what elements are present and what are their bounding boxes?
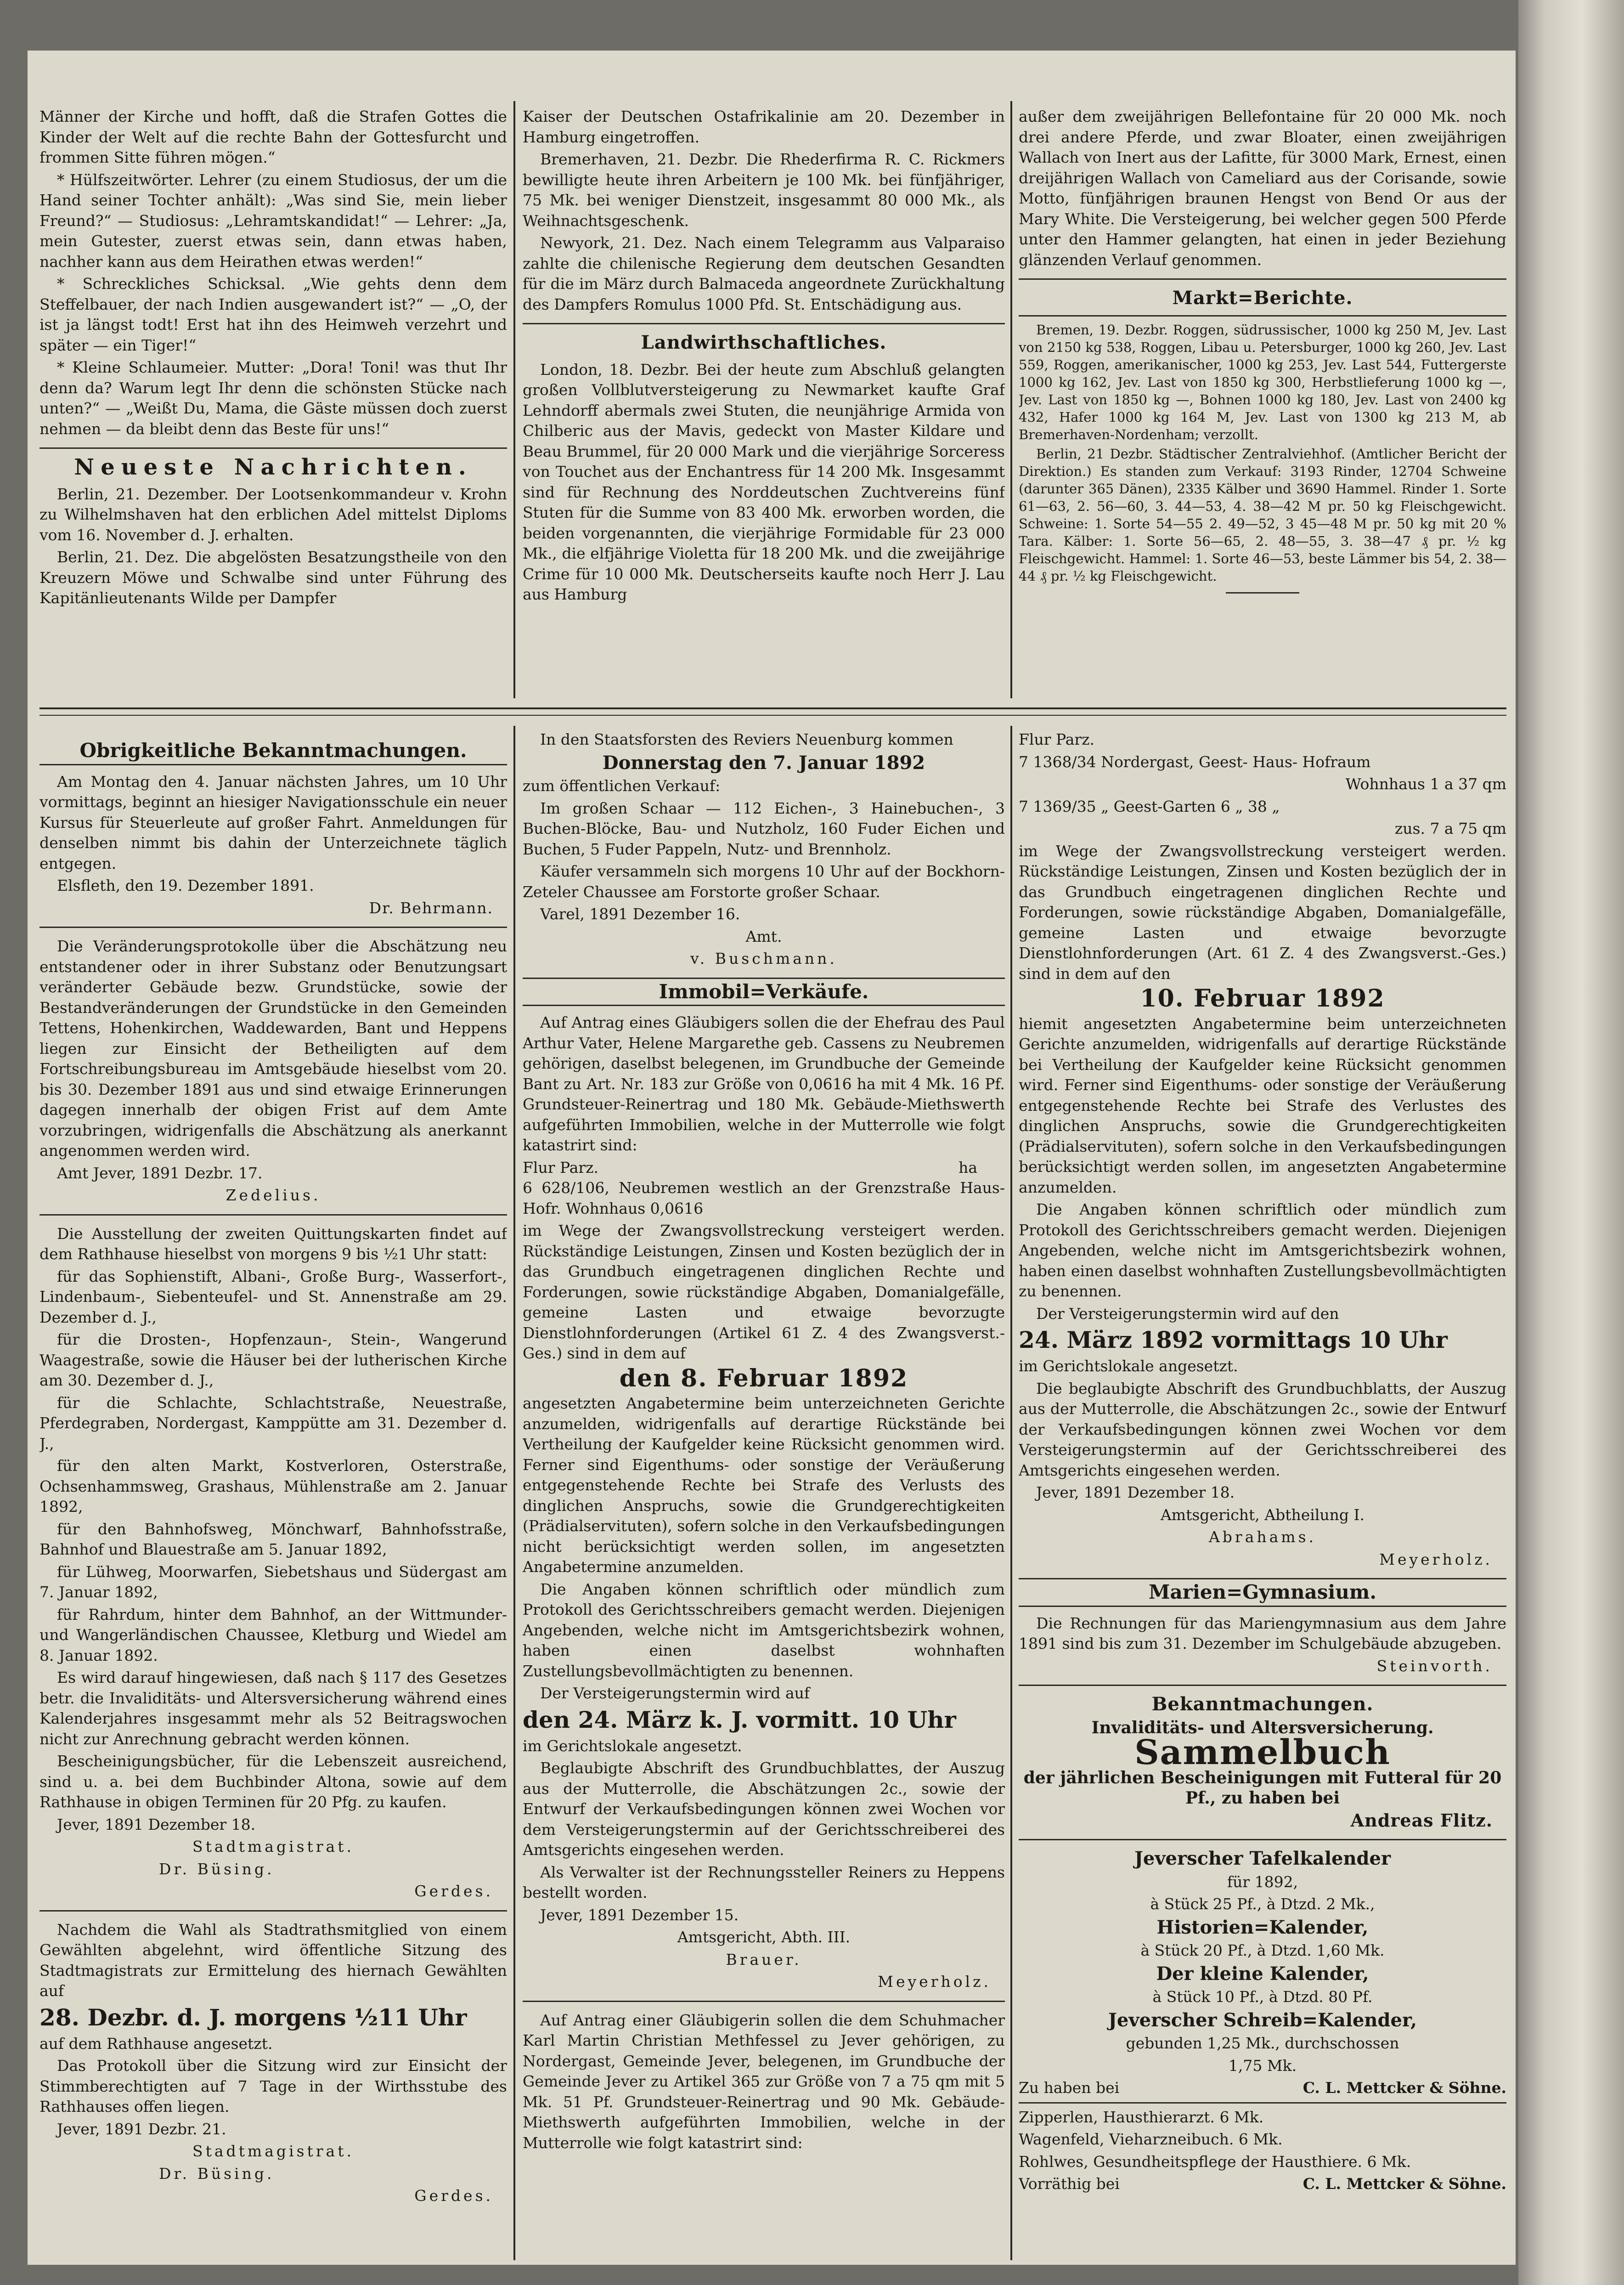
- schedule-item: für das Sophienstift, Albani-, Große Burg-, Wasserfort-, Lindenbaum-, Siebenteufel- und St. Annenstraße am 29. Dezember d. J.,: [39, 1267, 507, 1326]
- divider: [39, 927, 507, 928]
- calendar-price: à Stück 25 Pf., à Dtzd. 2 Mk.,: [1150, 1895, 1375, 1913]
- column-rule: [1010, 726, 1012, 2260]
- cadastre-row: 6 628/106, Neubremen westlich an der Grenzstraße Haus-Hofr. Wohnhaus 0,0616: [523, 1179, 1005, 1217]
- newspaper-page: [28, 51, 1516, 2265]
- ads-heading: Bekanntmachungen.: [1151, 1693, 1374, 1715]
- calendar-price: 1,75 Mk.: [1228, 2056, 1297, 2075]
- calendar-title: Jeverscher Tafelkalender: [1134, 1848, 1391, 1869]
- auction-text: Der Versteigerungstermin wird auf den: [1036, 1304, 1339, 1323]
- notice-date: Jever, 1891 Dezember 15.: [540, 1906, 739, 1924]
- official-notices-heading: Obrigkeitliche Bekanntmachungen.: [39, 738, 507, 765]
- article-text: * Hülfszeitwörter. Lehrer (zu einem Studiosus, der um die Hand seiner Tochter anhält): „Was sind Sie, mein lieber Freund?“ — Studiosus: „Lehramtskandidat!“ — Lehrer: „Ja, mein Gutester, zuerst etwas sein, dann etwas haben, nachher kann aus dem Heirathen etwas werden!“: [39, 170, 507, 271]
- calendar-title: Jeverscher Schreib=Kalender,: [1108, 2009, 1417, 2031]
- news-heading: Neueste Nachrichten.: [74, 454, 473, 480]
- section-divider-thin: [39, 715, 1506, 716]
- auction-text: im Gerichtslokale angesetzt.: [1019, 1357, 1238, 1375]
- notice-text: Es wird darauf hingewiesen, daß nach § 117 des Gesetzes betr. die Invaliditäts- und Altersversicherung während eines Kalenderjahres insgesammt mehr als 52 Beitragswochen nicht zur Anrechnung gebracht werden können.: [39, 1669, 507, 1748]
- column-rule: [513, 101, 515, 698]
- news-item: London, 18. Dezbr. Bei der heute zum Abschluß gelangten großen Vollblutversteigerung zu Newmarket kaufte Graf Lehndorff abermals zwei Stuten, die neunjährige Armida von Chilberic aus der Mavis, gedeckt von Master Kildare und Beau Brummel, für 20 000 Mark und die vierjährige Sorceress von Touchet aus der Enchantress für 14 200 Mk. Insgesammt sind für Rechnung des Norddeutschen Zuchtvereins fünf Stuten für die Summe von 83 400 Mk. erworben worden, die beiden vorgenannten, die vierjährige Formidable für 23 000 Mk., die elfjährige Violetta für 18 200 Mk. und die zweijährige Crime für 10 000 Mk. Deutscherseits kaufte noch Herr J. Lau aus Hamburg: [523, 360, 1005, 603]
- notice-text: auf dem Rathhause angesetzt.: [39, 2034, 273, 2053]
- notice-signature: Dr. Behrmann.: [369, 899, 493, 917]
- real-estate-heading: Immobil=Verkäufe.: [523, 978, 1005, 1007]
- notice-date: Amt Jever, 1891 Dezbr. 17.: [57, 1164, 263, 1182]
- auction-text: im Wege der Zwangsvollstreckung versteigert werden. Rückständige Leistungen, Zinsen und Kosten bezüglich der in das Grundbuch eingetragenen dinglichen Rechte und Forderungen, sowie rückständige Abgaben, Domanialgefälle, gemeine Lasten und etwaige bevorzugte Dienstlohnforderungen (Art. 61 Z. 4 des Zwangsverst.-Ges.) sind in dem auf den: [1019, 842, 1506, 983]
- page-edge-shadow: [1518, 0, 1624, 2285]
- auction-text: hiemit angesetzten Angabetermine beim unterzeichneten Gerichte anzumelden, widrigenfalls auf derartige Rückstände bei Vertheilung der Kaufgelder keine Rücksicht genommen wird. Ferner sind Eigenthums- oder sonstige der Veräußerung entgegenstehende Rechte bei Strafe des Verlustes des dinglichen Anspruchs, sowie die Grundgerechtigkeiten (Prädialservituten), sofern solche in den Verkaufsbedingungen berücksichtigt werden sollen, im angesetzten Angabetermine anzumelden.: [1019, 1014, 1506, 1196]
- notice-authority: Stadtmagistrat.: [192, 1838, 354, 1855]
- cadastre-row: 7 1369/35 „ Geest-Garten 6 „ 38 „: [1019, 797, 1280, 815]
- news-item: Newyork, 21. Dez. Nach einem Telegramm aus Valparaiso zahlte die chilenische Regierung dem deutschen Gesandten für die im März durch Balmaceda angeordnete Zurückhaltung des Dampfers Romulus 1000 Pfd. St. Entschädigung aus.: [523, 234, 1005, 313]
- divider: [1019, 2102, 1506, 2104]
- auction-date: Donnerstag den 7. Januar 1892: [602, 752, 925, 774]
- divider: [39, 447, 507, 449]
- notice-authority: Amtsgericht, Abth. III.: [677, 1928, 851, 1946]
- notice-date: Jever, 1891 Dezember 18.: [57, 1815, 256, 1833]
- ad-vendor: C. L. Mettcker & Söhne.: [1303, 2175, 1506, 2193]
- auction-text: Die beglaubigte Abschrift des Grundbuchblatts, der Auszug aus der Mutterrolle, die Abschätzungen 2c., sowie der Entwurf der Verkaufsbedingungen können zwei Wochen vor dem Versteigerungstermin auf der Gerichtsschreiberei des Amtsgerichts eingesehen werden.: [1019, 1379, 1506, 1479]
- notice-text: Bescheinigungsbücher, für die Lebenszeit ausreichend, sind u. a. bei dem Buchbinder Altona, sowie auf dem Rathhause in obigen Terminen für 20 Pfg. zu kaufen.: [39, 1752, 507, 1811]
- auction-text: Die Angaben können schriftlich oder mündlich zum Protokoll des Gerichtsschreibers gemacht werden. Diejenigen Angebenden, welche nicht im Amtsgerichtsbezirk wohnen, haben einen daselbst wohnhaften Zustellungsbevollmächtigten zu benennen.: [1019, 1200, 1506, 1300]
- article-text: * Schreckliches Schicksal. „Wie gehts denn dem Steffelbauer, der nach Indien ausgewandert ist?“ — „O, der ist ja längst todt! Erst hat ihn des Heimweh verzehrt und später — ein Tiger!“: [39, 275, 507, 354]
- meeting-date: 28. Dezbr. d. J. morgens ½11 Uhr: [39, 2003, 467, 2031]
- cadastre-col-label: ha: [959, 1158, 977, 1176]
- auction-text: Beglaubigte Abschrift des Grundbuchblattes, der Auszug aus der Mutterrolle, die Abschätzungen 2c., sowie der Entwurf der Verkaufsbedingungen können zwei Wochen vor dem Versteigerungstermin auf der Gerichtsschreiberei des Amtsgerichts eingesehen werden.: [523, 1759, 1005, 1859]
- cadastre-col-label: Flur Parz.: [523, 1158, 599, 1176]
- ad-text: Zu haben bei: [1019, 2079, 1120, 2097]
- column-rule: [513, 726, 515, 2260]
- auction-text: angesetzten Angabetermine beim unterzeichneten Gerichte anzumelden, widrigenfalls auf derartige Rückstände bei Vertheilung der Kaufgelder keine Rücksicht genommen wird. Ferner sind Eigenthums- oder sonstige der Veräußerung entgegenstehende Rechte bei Strafe des Verlusts des dinglichen Anspruchs, sowie die Grundgerechtigkeiten (Prädialservituten), sofern solche in den Verkaufsbedingungen nicht berücksichtigt werden sollen, im angesetzten Angabetermine anzumelden.: [523, 1394, 1005, 1576]
- notice-authority: Stadtmagistrat.: [192, 2142, 354, 2160]
- schedule-item: für Rahrdum, hinter dem Bahnhof, an der Wittmunder- und Wangerländischen Chaussee, Kletburg und Wiedel am 8. Januar 1892.: [39, 1605, 507, 1664]
- schedule-item: für den Bahnhofsweg, Mönchwarf, Bahnhofsstraße, Bahnhof und Blauestraße am 5. Januar 1892,: [39, 1520, 507, 1558]
- notice-signature: Zedelius.: [226, 1186, 321, 1204]
- bottom-column-3: [1019, 730, 1506, 2259]
- forest-notice: zum öffentlichen Verkauf:: [523, 777, 721, 795]
- notice-signature: Steinvorth.: [1376, 1657, 1493, 1675]
- ad-text: der jährlichen Bescheinigungen mit Futteral für 20 Pf., zu haben bei: [1023, 1768, 1502, 1808]
- auction-text: im Gerichtslokale angesetzt.: [523, 1736, 742, 1755]
- news-item: außer dem zweijährigen Bellefontaine für 20 000 Mk. noch drei andere Pferde, und zwar Bloater, einen zweijährigen Wallach von Inert aus der Lafitte, für 3000 Mark, Ernest, einen dreijährigen Wallach von Cameliard aus der Corisande, sowie Motto, fünfjährigen braunen Hengst von Bend Or aus der Mary White. Die Versteigerung, bei welcher gegen 500 Pferde unter den Hammer gelangten, hat einen in jeder Beziehung glänzenden Verlauf genommen.: [1019, 107, 1506, 269]
- bottom-column-1: [39, 730, 507, 2259]
- divider: [1019, 1685, 1506, 1686]
- deadline-date: 10. Februar 1892: [1140, 984, 1385, 1012]
- news-item: Bremerhaven, 21. Dezbr. Die Rhederfirma R. C. Rickmers bewilligte heute ihren Arbeitern je 100 Mk. bei fünfjähriger, 75 Mk. bei weniger Dienstzeit, insgesammt 80 000 Mk., als Weihnachtsgeschenk.: [523, 150, 1005, 230]
- market-report: Bremen, 19. Dezbr. Roggen, südrussischer, 1000 kg 250 M, Jev. Last von 2150 kg 538, Roggen, Libau u. Petersburger, 1000 kg 260, Jev. Last 559, Roggen, amerikanischer, 1000 kg 253, Jev. Last 544, Futtergerste 1000 kg 162, Jev. Last von 1850 kg 300, Herbstlieferung 1000 kg —, Jev. Last von 1850 kg —, Bohnen 1000 kg 180, Jev. Last von 2400 kg 432, Hafer 1000 kg 164 M, Jev. Last von 1300 kg 213 M, ab Bremerhaven-Nordenham; verzollt.: [1019, 322, 1506, 442]
- notice-signature: Dr. Büsing.: [159, 2164, 275, 2183]
- divider: [1019, 1839, 1506, 1840]
- divider: [523, 323, 1005, 324]
- news-item: Berlin, 21. Dezember. Der Lootsenkommandeur v. Krohn zu Wilhelmshaven hat den erblichen Adel mittelst Diploms vom 16. November d. J. erhalten.: [39, 485, 507, 544]
- notice-signature: v. Buschmann.: [690, 950, 837, 967]
- schedule-item: für den alten Markt, Kostverloren, Osterstraße, Ochsenhammsweg, Grashaus, Mühlenstraße am 2. Januar 1892,: [39, 1457, 507, 1516]
- notice-date: Jever, 1891 Dezbr. 21.: [57, 2120, 226, 2138]
- market-report: Berlin, 21 Dezbr. Städtischer Zentralviehhof. (Amtlicher Bericht der Direktion.) Es standen zum Verkauf: 3193 Rinder, 12704 Schweine (darunter 365 Dänen), 2335 Kälber und 3690 Hammel. Rinder 1. Sorte 61—63, 2. 56—60, 3. 44—53, 4. 38—42 M pr. 50 kg Fleischgewicht. Schweine: 1. Sorte 54—55 2. 49—52, 3 45—48 M pr. 50 kg mit 20 % Tara. Kälber: 1. Sorte 56—65, 2. 48—55, 3. 38—47 ₰ pr. ½ kg Fleischgewicht. Hammel: 1. Sorte 46—53, beste Lämmer bis 54, 2. 38—44 ₰ pr. ½ kg Fleischgewicht.: [1019, 446, 1506, 584]
- notice-authority: Amtsgericht, Abtheilung I.: [1160, 1505, 1365, 1524]
- top-column-3: [1019, 107, 1506, 699]
- calendar-title: Historien=Kalender,: [1156, 1916, 1369, 1938]
- auction-text: Die Angaben können schriftlich oder mündlich zum Protokoll des Gerichtsschreibers gemacht werden. Diejenigen Angebenden, welche nicht im Amtsgerichtsbezirk wohnen, haben einen daselbst wohnhaften Zustellungsbevollmächtigten zu benennen.: [523, 1580, 1005, 1680]
- calendar-price: gebunden 1,25 Mk., durchschossen: [1126, 2034, 1399, 2052]
- ad-vendor: Andreas Flitz.: [1350, 1810, 1493, 1831]
- auction-text: Als Verwalter ist der Rechnungssteller Reiners zu Heppens bestellt worden.: [523, 1863, 1005, 1901]
- notice-signature: Dr. Büsing.: [159, 1860, 275, 1878]
- calendar-info: für 1892,: [1227, 1872, 1298, 1891]
- ad-vendor-line: [1019, 2174, 1506, 2195]
- notice-date: Jever, 1891 Dezember 18.: [1036, 1483, 1235, 1501]
- notice-date: Elsfleth, den 19. Dezember 1891.: [57, 877, 314, 894]
- book-ad: Wagenfeld, Vieharzneibuch. 6 Mk.: [1019, 2130, 1283, 2148]
- notice-text: Nachdem die Wahl als Stadtrathsmitglied von einem Gewählten abgelehnt, wird öffentliche Sitzung des Stadtmagistrats zur Ermittelung des hiernach Gewählten auf: [39, 1920, 507, 2000]
- auction-text: Auf Antrag eines Gläubigers sollen die der Ehefrau des Paul Arthur Vater, Helene Margarethe geb. Cassens zu Neubremen gehörigen, daselbst belegenen, im Grundbuche der Gemeinde Bant zu Art. Nr. 183 zur Größe von 0,0616 ha mit 4 Mk. 16 Pf. Grundsteuer-Reinertrag und 180 Mk. Gebäude-Miethswerth aufgeführten Immobilien, welche in der Mutterrolle wie folgt katastrirt sind:: [523, 1013, 1005, 1154]
- notice-signature: Gerdes.: [414, 2187, 493, 2205]
- forest-notice: Im großen Schaar — 112 Eichen-, 3 Hainebuchen-, 3 Buchen-Blöcke, Bau- und Nutzholz, 160 Fuder Eichen und Buchen, 5 Fuder Pappeln, Nutz- und Brennholz.: [523, 799, 1005, 858]
- schedule-item: für die Schlachte, Schlachtstraße, Neuestraße, Pferdegraben, Nordergast, Kamppütte am 31. Dezember d. J.,: [39, 1393, 507, 1453]
- market-heading: Markt=Berichte.: [1172, 287, 1353, 309]
- agriculture-heading: Landwirthschaftliches.: [641, 332, 887, 353]
- ad-text: Vorräthig bei: [1019, 2175, 1120, 2193]
- forest-notice: Käufer versammeln sich morgens 10 Uhr auf der Bockhorn-Zeteler Chaussee am Forstorte großer Schaar.: [523, 862, 1005, 901]
- divider: [1226, 592, 1299, 594]
- cadastre-row: Wohnhaus 1 a 37 qm: [1345, 775, 1506, 793]
- notice-date: Varel, 1891 Dezember 16.: [540, 905, 740, 923]
- ad-title: Sammelbuch: [1134, 1733, 1391, 1772]
- notice-text: Die Veränderungsprotokolle über die Abschätzung neu entstandener oder in ihrer Substanz oder Benutzungsart veränderter Gebäude bezw. Grundstücke, sowie der Bestandveränderungen der Grundstücke in den Gemeinden Tettens, Hohenkirchen, Waddewarden, Bant und Heppens liegen zur Einsicht der Betheiligten auf dem Fortschreibungsbureau im Amtsgebäude hieselbst vom 20. bis 30. Dezember 1891 aus und sind etwaige Erinnerungen dagegen innerhalb der obigen Frist auf dem Amte vorzubringen, widrigenfalls die Abschätzung als anerkannt angenommen werden wird.: [39, 937, 507, 1159]
- bottom-column-2: [523, 730, 1005, 2259]
- schedule-item: für Lühweg, Moorwarfen, Siebetshaus und Südergast am 7. Januar 1892,: [39, 1562, 507, 1601]
- cadastre-row: 7 1368/34 Nordergast, Geest- Haus- Hofraum: [1019, 752, 1371, 771]
- book-ad: Zipperlen, Hausthierarzt. 6 Mk.: [1019, 2108, 1264, 2126]
- cadastre-header: Flur Parz.: [1019, 730, 1095, 748]
- news-item: Kaiser der Deutschen Ostafrikalinie am 20. Dezember in Hamburg eingetroffen.: [523, 107, 1005, 146]
- notice-signature: Gerdes.: [414, 1882, 493, 1900]
- notice-signature: Brauer.: [726, 1950, 802, 1968]
- ad-vendor-line: [1019, 2078, 1506, 2098]
- notice-authority: Amt.: [745, 927, 782, 945]
- gymnasium-heading: Marien=Gymnasium.: [1019, 1578, 1506, 1607]
- notice-signature: Abrahams.: [1208, 1528, 1317, 1546]
- section-divider: [39, 707, 1506, 709]
- auction-date: den 24. März k. J. vormitt. 10 Uhr: [523, 1706, 956, 1733]
- article-text: * Kleine Schlaumeier. Mutter: „Dora! Toni! was thut Ihr denn da? Warum legt Ihr denn die schönsten Stücke nach unten?“ — „Weißt Du, Mama, die Gäste müssen doch zuerst nehmen — da bleibt denn das Beste für uns!“: [39, 358, 507, 438]
- gymnasium-notice: Die Rechnungen für das Mariengymnasium aus dem Jahre 1891 sind bis zum 31. Dezember im Schulgebäude abzugeben.: [1019, 1614, 1506, 1652]
- divider: [39, 1910, 507, 1912]
- column-rule: [1010, 101, 1012, 698]
- ad-vendor: C. L. Mettcker & Söhne.: [1303, 2079, 1506, 2097]
- notice-text: Das Protokoll über die Sitzung wird zur Einsicht der Stimmberechtigten auf 7 Tage in der Wirthsstube des Rathhauses offen liegen.: [39, 2057, 507, 2115]
- top-column-2: [523, 107, 1005, 699]
- cadastre-header: [523, 1158, 1005, 1178]
- calendar-price: à Stück 20 Pf., à Dtzd. 1,60 Mk.: [1140, 1941, 1385, 1959]
- notice-text: Die Ausstellung der zweiten Quittungskarten findet auf dem Rathhause hieselbst von morgens 9 bis ½1 Uhr statt:: [39, 1224, 507, 1263]
- divider: [1019, 278, 1506, 280]
- auction-date: 24. März 1892 vormittags 10 Uhr: [1019, 1326, 1448, 1353]
- forest-notice: In den Staatsforsten des Reviers Neuenburg kommen: [540, 730, 953, 748]
- calendar-price: à Stück 10 Pf., à Dtzd. 80 Pf.: [1152, 1988, 1373, 2006]
- notice-signature: Meyerholz.: [878, 1973, 991, 1991]
- divider: [523, 2001, 1005, 2002]
- schedule-item: für die Drosten-, Hopfenzaun-, Stein-, Wangerund Waagestraße, sowie die Häuser bei der lutherischen Kirche am 30. Dezember d. J.,: [39, 1330, 507, 1389]
- divider: [1019, 315, 1506, 317]
- auction-text: Auf Antrag einer Gläubigerin sollen die dem Schuhmacher Karl Martin Christian Methfessel zu Jever gehörigen, zu Nordergast, Gemeinde Jever, belegenen, im Grundbuche der Gemeinde Jever zu Artikel 365 zur Größe von 7 a 75 qm mit 5 Mk. 51 Pf. Grundsteuer-Reinertrag und 90 Mk. Gebäude-Miethswerth aufgeführten Immobilien, welche in der Mutterrolle wie folgt katastrirt sind:: [523, 2011, 1005, 2152]
- article-text: Männer der Kirche und hofft, daß die Strafen Gottes die Kinder der Welt auf die rechte Bahn der Gottesfurcht und frommen Sitte führen mögen.“: [39, 107, 507, 166]
- calendar-title: Der kleine Kalender,: [1156, 1963, 1369, 1985]
- deadline-date: den 8. Februar 1892: [619, 1364, 908, 1392]
- notice-text: Am Montag den 4. Januar nächsten Jahres, um 10 Uhr vormittags, beginnt an hiesiger Navigationsschule ein neuer Kursus für Steuerleute auf großer Fahrt. Anmeldungen für denselben nimmt bis dahin der Unterzeichnete täglich entgegen.: [39, 772, 507, 872]
- ad-text: Invaliditäts- und Altersversicherung.: [1091, 1718, 1434, 1737]
- divider: [39, 1214, 507, 1216]
- top-column-1: [39, 107, 507, 699]
- news-item: Berlin, 21. Dez. Die abgelösten Besatzungstheile von den Kreuzern Möwe und Schwalbe sind unter Führung des Kapitänlieutenants Wilde per Dampfer: [39, 548, 507, 607]
- cadastre-total: zus. 7 a 75 qm: [1394, 820, 1506, 837]
- book-ad: Rohlwes, Gesundheitspflege der Hausthiere. 6 Mk.: [1019, 2152, 1411, 2171]
- notice-signature: Meyerholz.: [1379, 1550, 1493, 1568]
- auction-text: Der Versteigerungstermin wird auf: [540, 1684, 810, 1702]
- auction-text: im Wege der Zwangsvollstreckung versteigert werden. Rückständige Leistungen, Zinsen und Kosten bezüglich der in das Grundbuch eingetragenen dinglichen Rechte und Forderungen, sowie rückständige Abgaben, Domanialgefälle, gemeine Lasten und etwaige bevorzugte Dienstlohnforderungen (Artikel 61 Z. 4 des Zwangsverst.-Ges.) sind in dem auf: [523, 1222, 1005, 1362]
